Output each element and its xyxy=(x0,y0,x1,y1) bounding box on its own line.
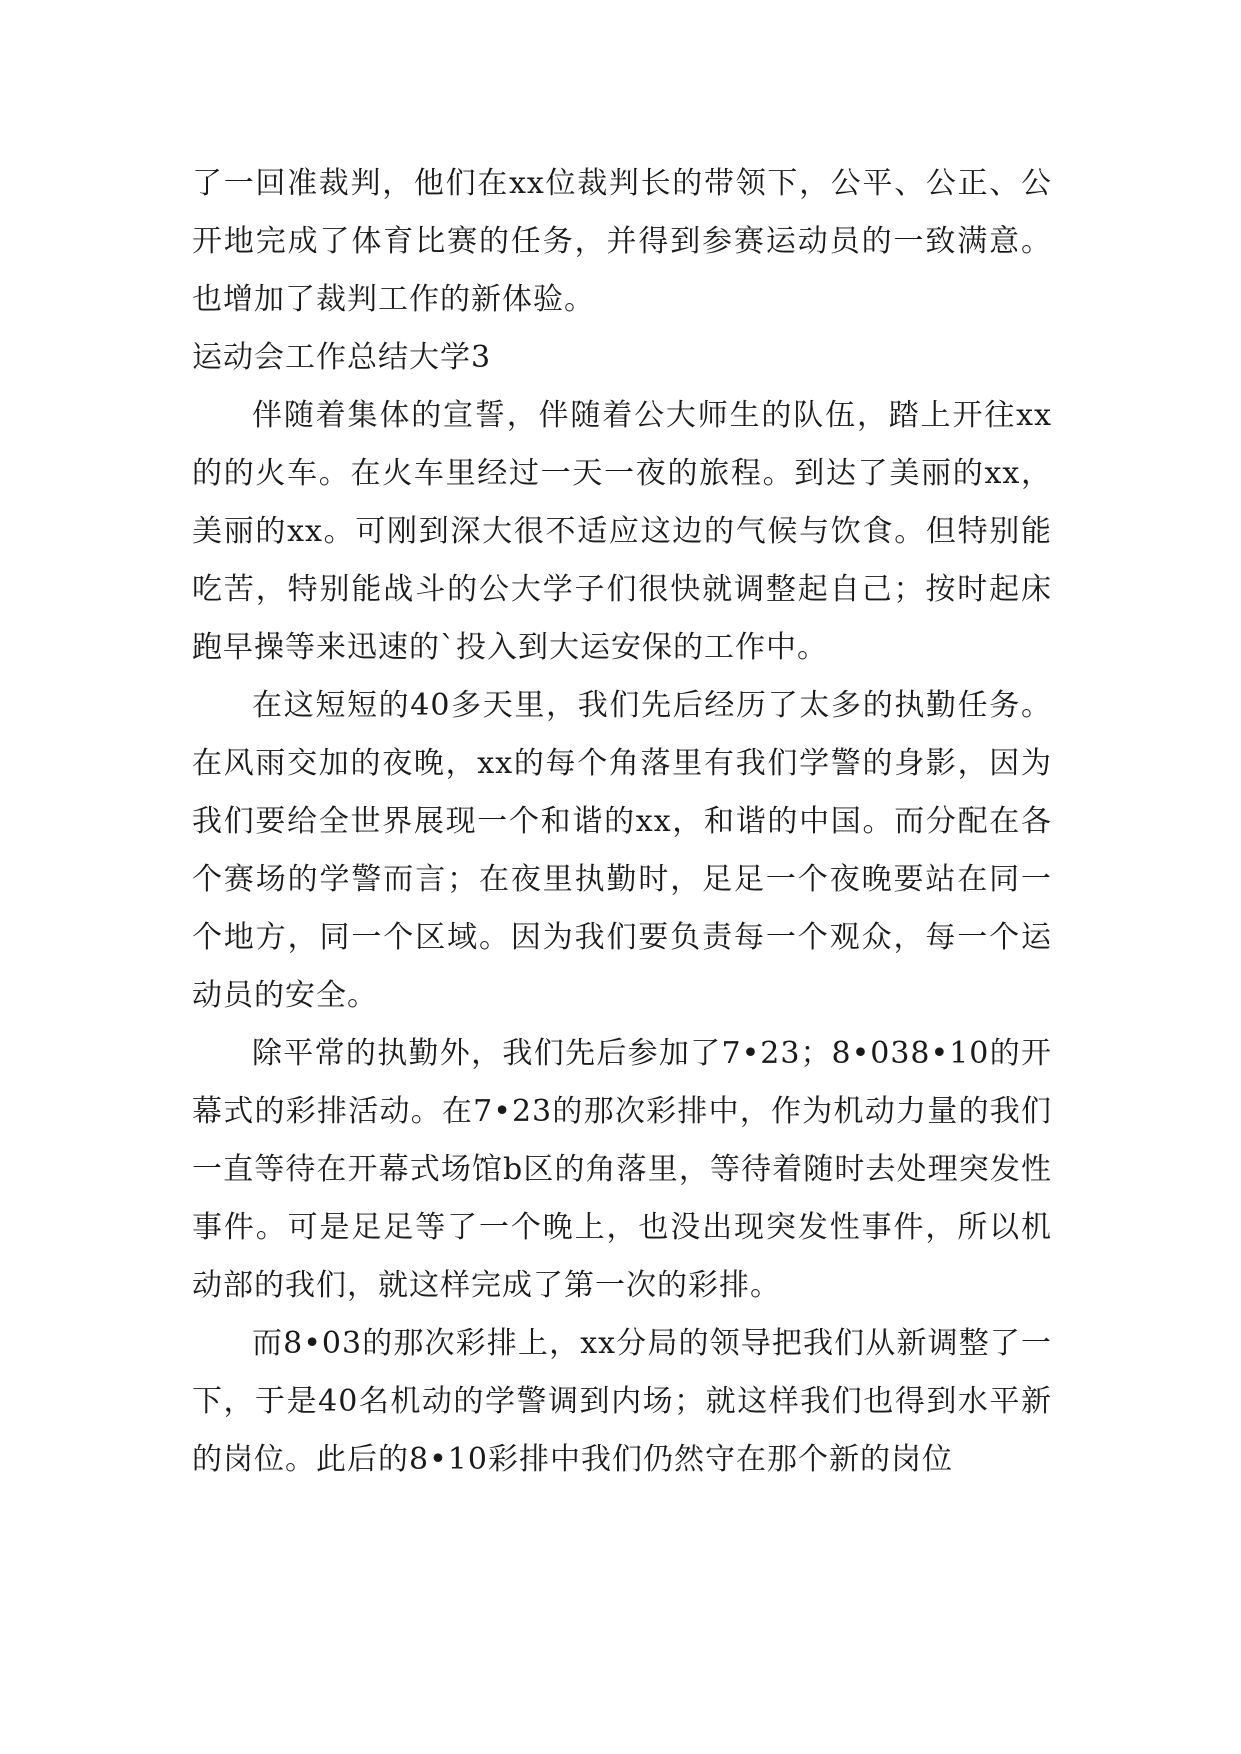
paragraph: 在这短短的40多天里，我们先后经历了太多的执勤任务。在风雨交加的夜晚，xx的每个角落里有我们学警的身影，因为我们要给全世界展现一个和谐的xx，和谐的中国。而分配在各个赛场的学警而言；在夜里执勤时，足足一个夜晚要站在同一个地方，同一个区域。因为我们要负责每一个观众，每一个运动员的安全。 xyxy=(192,688,1052,1013)
paragraph: 除平常的执勤外，我们先后参加了7•23；8•038•10的开幕式的彩排活动。在7•23的那次彩排中，作为机动力量的我们一直等待在开幕式场馆b区的角落里，等待着随时去处理突发性事件。可是足足等了一个晚上，也没出现突发性事件，所以机动部的我们，就这样完成了第一次的彩排。 xyxy=(192,1036,1052,1303)
section-heading: 运动会工作总结大学3 xyxy=(192,340,492,375)
document-body xyxy=(192,155,1052,1489)
continued-paragraph: 了一回准裁判，他们在xx位裁判长的带领下，公平、公正、公开地完成了体育比赛的任务，并得到参赛运动员的一致满意。也增加了裁判工作的新体验。 xyxy=(192,166,1052,317)
paragraph: 而8•03的那次彩排上，xx分局的领导把我们从新调整了一下，于是40名机动的学警调到内场；就这样我们也得到水平新的岗位。此后的8•10彩排中我们仍然守在那个新的岗位 xyxy=(192,1326,1052,1477)
paragraph: 伴随着集体的宣誓，伴随着公大师生的队伍，踏上开往xx的的火车。在火车里经过一天一夜的旅程。到达了美丽的xx，美丽的xx。可刚到深大很不适应这边的气候与饮食。但特别能吃苦，特别能战斗的公大学子们很快就调整起自己；按时起床跑早操等来迅速的`投入到大运安保的工作中。 xyxy=(192,398,1052,665)
